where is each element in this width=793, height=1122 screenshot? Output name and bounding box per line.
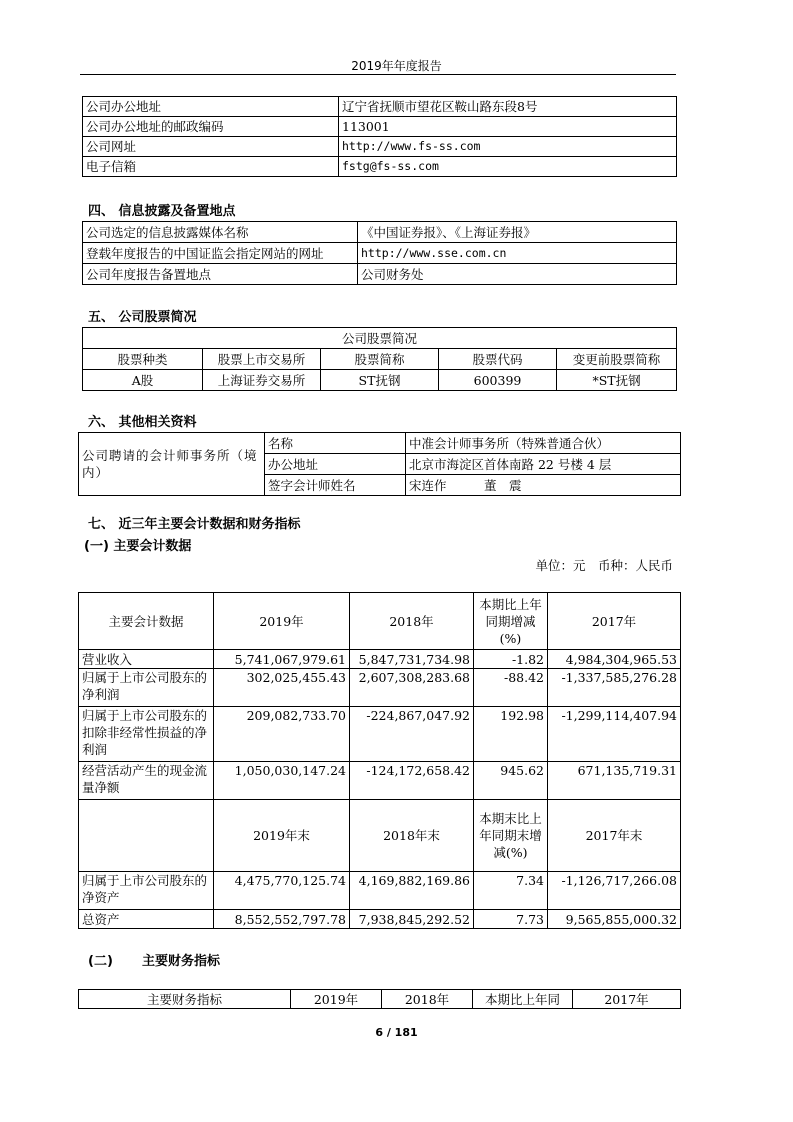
change-percent: -1.82 bbox=[474, 650, 548, 669]
section-6-heading: 六、 其他相关资料 bbox=[88, 415, 197, 430]
table-row bbox=[79, 650, 681, 669]
table-row bbox=[83, 117, 677, 137]
disclosure-value: 公司财务处 bbox=[358, 264, 677, 285]
table-row bbox=[83, 157, 677, 177]
row-label: 归属于上市公司股东的净利润 bbox=[79, 669, 214, 707]
column-header: 2019年 bbox=[214, 593, 350, 650]
change-percent: 192.98 bbox=[474, 707, 548, 762]
contact-label: 公司办公地址 bbox=[83, 97, 339, 117]
auditor-field-value: 宋连作 董 震 bbox=[406, 475, 681, 496]
row-label: 归属于上市公司股东的扣除非经常性损益的净利润 bbox=[79, 707, 214, 762]
column-header: 主要财务指标 bbox=[79, 990, 291, 1009]
value-2019: 209,082,733.70 bbox=[214, 707, 350, 762]
column-header: 股票代码 bbox=[439, 349, 557, 370]
value-2019: 4,475,770,125.74 bbox=[214, 872, 350, 910]
contact-value: 113001 bbox=[339, 117, 677, 137]
auditor-field-label: 名称 bbox=[265, 433, 406, 454]
table-row bbox=[83, 243, 677, 264]
table-row bbox=[79, 433, 681, 454]
change-percent: 7.34 bbox=[474, 872, 548, 910]
value-2017: 671,135,719.31 bbox=[548, 762, 681, 800]
stock-table-title: 公司股票简况 bbox=[83, 328, 677, 349]
contact-label: 电子信箱 bbox=[83, 157, 339, 177]
subsection-1-heading: (一) 主要会计数据 bbox=[84, 539, 192, 554]
column-header: 变更前股票简称 bbox=[557, 349, 677, 370]
auditor-field-label: 签字会计师姓名 bbox=[265, 475, 406, 496]
value-2018: 5,847,731,734.98 bbox=[350, 650, 474, 669]
table-row bbox=[79, 669, 681, 707]
contact-info-table bbox=[82, 96, 677, 177]
table-row bbox=[83, 264, 677, 285]
value-2017: -1,337,585,276.28 bbox=[548, 669, 681, 707]
value-2017: 9,565,855,000.32 bbox=[548, 910, 681, 929]
column-header: 2017年末 bbox=[548, 800, 681, 872]
column-header: 股票上市交易所 bbox=[203, 349, 321, 370]
previous-short-name: *ST抚钢 bbox=[557, 370, 677, 391]
stock-table bbox=[82, 327, 677, 391]
value-2018: 2,607,308,283.68 bbox=[350, 669, 474, 707]
value-2019: 1,050,030,147.24 bbox=[214, 762, 350, 800]
contact-label: 公司网址 bbox=[83, 137, 339, 157]
auditor-group-label: 公司聘请的会计师事务所（境内） bbox=[79, 433, 265, 496]
table-row bbox=[79, 707, 681, 762]
disclosure-label: 登载年度报告的中国证监会指定网站的网址 bbox=[83, 243, 358, 264]
column-header: 股票简称 bbox=[321, 349, 439, 370]
table-row bbox=[83, 97, 677, 117]
column-header: 2017年 bbox=[573, 990, 681, 1009]
column-header: 本期比上年同 bbox=[473, 990, 573, 1009]
disclosure-label: 公司选定的信息披露媒体名称 bbox=[83, 222, 358, 243]
contact-label: 公司办公地址的邮政编码 bbox=[83, 117, 339, 137]
value-2017: -1,299,114,407.94 bbox=[548, 707, 681, 762]
column-header-empty bbox=[79, 800, 214, 872]
table-row bbox=[79, 762, 681, 800]
table-row bbox=[83, 222, 677, 243]
change-percent: 7.73 bbox=[474, 910, 548, 929]
value-2019: 302,025,455.43 bbox=[214, 669, 350, 707]
auditor-field-value: 北京市海淀区首体南路 22 号楼 4 层 bbox=[406, 454, 681, 475]
disclosure-label: 公司年度报告备置地点 bbox=[83, 264, 358, 285]
section-5-heading: 五、 公司股票简况 bbox=[88, 310, 197, 325]
row-label: 总资产 bbox=[79, 910, 214, 929]
column-header: 本期末比上年同期末增减(%) bbox=[474, 800, 548, 872]
financial-indicators-table bbox=[78, 989, 681, 1009]
table-row bbox=[83, 137, 677, 157]
table-header-row bbox=[83, 349, 677, 370]
value-2017: 4,984,304,965.53 bbox=[548, 650, 681, 669]
column-header: 股票种类 bbox=[83, 349, 203, 370]
column-header: 主要会计数据 bbox=[79, 593, 214, 650]
subsection-2-number: (二) bbox=[88, 954, 113, 969]
section-7-heading: 七、 近三年主要会计数据和财务指标 bbox=[88, 517, 301, 532]
table-row bbox=[79, 872, 681, 910]
table-row bbox=[83, 370, 677, 391]
stock-code: 600399 bbox=[439, 370, 557, 391]
value-2018: 4,169,882,169.86 bbox=[350, 872, 474, 910]
column-header: 2018年 bbox=[350, 593, 474, 650]
section-4-heading: 四、 信息披露及备置地点 bbox=[88, 204, 236, 219]
stock-short-name: ST抚钢 bbox=[321, 370, 439, 391]
report-header-title: 2019年年度报告 bbox=[351, 59, 442, 73]
header-rule bbox=[80, 74, 676, 75]
unit-currency-note: 单位：元 币种：人民币 bbox=[535, 558, 673, 573]
table-header-row bbox=[79, 593, 681, 650]
email-link[interactable]: fstg@fs-ss.com bbox=[339, 157, 677, 177]
accounting-data-table bbox=[78, 592, 681, 929]
value-2018: -224,867,047.92 bbox=[350, 707, 474, 762]
subsection-2-heading: 主要财务指标 bbox=[142, 954, 221, 969]
column-header: 2019年 bbox=[291, 990, 382, 1009]
change-percent: 945.62 bbox=[474, 762, 548, 800]
sse-website-link[interactable]: http://www.sse.com.cn bbox=[358, 243, 677, 264]
stock-type: A股 bbox=[83, 370, 203, 391]
column-header: 2017年 bbox=[548, 593, 681, 650]
auditor-table bbox=[78, 432, 681, 496]
value-2019: 8,552,552,797.78 bbox=[214, 910, 350, 929]
row-label: 经营活动产生的现金流量净额 bbox=[79, 762, 214, 800]
table-header-row bbox=[79, 990, 681, 1009]
auditor-field-value: 中准会计师事务所（特殊普通合伙） bbox=[406, 433, 681, 454]
column-header: 本期比上年同期增减(%) bbox=[474, 593, 548, 650]
value-2018: 7,938,845,292.52 bbox=[350, 910, 474, 929]
row-label: 营业收入 bbox=[79, 650, 214, 669]
auditor-field-label: 办公地址 bbox=[265, 454, 406, 475]
table-row bbox=[79, 910, 681, 929]
column-header: 2019年末 bbox=[214, 800, 350, 872]
page-number: 6 / 181 bbox=[375, 1026, 418, 1039]
table-row bbox=[83, 328, 677, 349]
table-header-row bbox=[79, 800, 681, 872]
contact-value: 辽宁省抚顺市望花区鞍山路东段8号 bbox=[339, 97, 677, 117]
column-header: 2018年末 bbox=[350, 800, 474, 872]
value-2019: 5,741,067,979.61 bbox=[214, 650, 350, 669]
website-link[interactable]: http://www.fs-ss.com bbox=[339, 137, 677, 157]
change-percent: -88.42 bbox=[474, 669, 548, 707]
disclosure-value: 《中国证券报》、《上海证券报》 bbox=[358, 222, 677, 243]
value-2018: -124,172,658.42 bbox=[350, 762, 474, 800]
value-2017: -1,126,717,266.08 bbox=[548, 872, 681, 910]
disclosure-table bbox=[82, 221, 677, 285]
column-header: 2018年 bbox=[382, 990, 473, 1009]
stock-exchange: 上海证券交易所 bbox=[203, 370, 321, 391]
row-label: 归属于上市公司股东的净资产 bbox=[79, 872, 214, 910]
